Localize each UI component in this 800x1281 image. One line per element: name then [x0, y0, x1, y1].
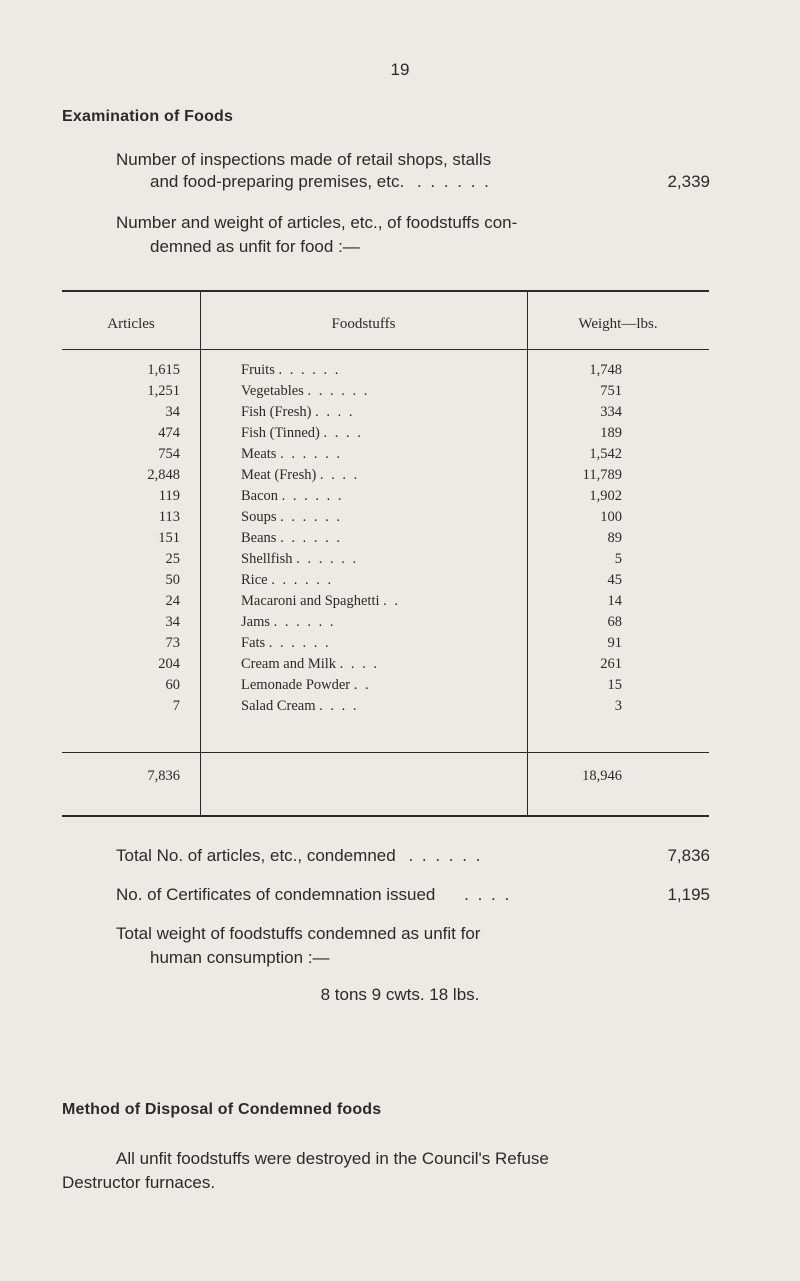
foodstuff-name: Meats	[241, 446, 277, 462]
total-articles: 7,836	[147, 768, 180, 784]
row-articles: 151	[158, 530, 180, 546]
leader-dots: . .	[353, 677, 371, 693]
foodstuff-name: Bacon	[241, 488, 279, 504]
table-bottom-rule	[62, 815, 709, 817]
row-articles: 1,251	[147, 383, 180, 399]
row-foodstuff	[241, 488, 344, 505]
row-weight: 91	[607, 635, 622, 651]
table-row	[62, 572, 709, 593]
leader-dots: . . . .	[323, 425, 363, 441]
foodstuff-name: Fats	[241, 635, 266, 651]
row-weight: 14	[607, 593, 622, 609]
row-articles: 2,848	[147, 467, 180, 483]
certificates-value: 1,195	[667, 885, 710, 904]
foodstuff-name: Soups	[241, 509, 277, 525]
leader-dots: . . . . . .	[280, 530, 342, 546]
table-row	[62, 593, 709, 614]
row-weight: 11,789	[582, 467, 622, 483]
table-row	[62, 551, 709, 572]
table-row	[62, 425, 709, 446]
leader-dots: . . . . . .	[268, 635, 331, 651]
row-weight: 68	[607, 614, 622, 630]
table-row	[62, 362, 709, 383]
leader-dots: . . . . . .	[280, 509, 342, 525]
inspections-line-1: Number of inspections made of retail shops, stalls	[116, 150, 492, 169]
row-foodstuff	[241, 614, 336, 631]
foodstuff-name: Fish (Tinned)	[241, 425, 320, 441]
table-row	[62, 530, 709, 551]
row-articles: 113	[158, 509, 180, 525]
leader-dots: . . . . . .	[278, 362, 341, 378]
table-row	[62, 656, 709, 677]
table-body	[62, 362, 709, 719]
table-row	[62, 488, 709, 509]
row-articles: 1,615	[147, 362, 180, 378]
row-foodstuff	[241, 404, 355, 421]
row-weight: 1,542	[589, 446, 622, 462]
row-foodstuff	[241, 362, 340, 379]
foodstuff-name: Fish (Fresh)	[241, 404, 312, 420]
row-foodstuff	[241, 635, 331, 652]
table-row	[62, 698, 709, 719]
row-articles: 73	[165, 635, 180, 651]
inspections-value: 2,339	[667, 172, 710, 191]
row-foodstuff	[241, 677, 371, 694]
table-top-rule	[62, 290, 709, 292]
row-articles: 50	[165, 572, 180, 588]
leader-dots: . .	[383, 593, 401, 609]
row-weight: 15	[607, 677, 622, 693]
foodstuff-name: Salad Cream	[241, 698, 316, 714]
condemned-intro-line-2: demned as unfit for food :—	[150, 237, 360, 256]
foodstuff-name: Jams	[241, 614, 270, 630]
row-foodstuff	[241, 425, 363, 442]
total-weight: 18,946	[582, 768, 622, 784]
foodstuff-name: Vegetables	[241, 383, 304, 399]
row-weight: 261	[600, 656, 622, 672]
table-row	[62, 677, 709, 698]
inspections-leader: . . . . . .	[416, 172, 491, 191]
row-weight: 5	[614, 551, 622, 567]
foodstuff-name: Cream and Milk	[241, 656, 337, 672]
row-foodstuff	[241, 446, 342, 463]
disposal-heading: Method of Disposal of Condemned foods	[62, 1101, 382, 1118]
foodstuff-name: Lemonade Powder	[241, 677, 351, 693]
row-foodstuff	[241, 467, 359, 484]
condemned-foods-table	[62, 290, 709, 817]
table-row	[62, 509, 709, 530]
leader-dots: . . . .	[319, 467, 360, 483]
leader-dots: . . . . . .	[280, 446, 342, 462]
row-foodstuff	[241, 698, 359, 715]
foodstuff-name: Shellfish	[241, 551, 293, 567]
row-foodstuff	[241, 656, 379, 673]
certificates-line	[116, 885, 511, 905]
total-articles-label: Total No. of articles, etc., condemned	[116, 846, 396, 865]
foodstuff-name: Fruits	[241, 362, 275, 378]
table-header-rule	[62, 349, 709, 350]
row-weight: 751	[600, 383, 622, 399]
row-articles: 754	[158, 446, 180, 462]
row-articles: 34	[165, 404, 180, 420]
row-weight: 189	[600, 425, 622, 441]
header-articles: Articles	[107, 316, 155, 332]
row-articles: 119	[158, 488, 180, 504]
row-foodstuff	[241, 593, 400, 610]
row-articles: 24	[165, 593, 180, 609]
leader-dots: . . . .	[339, 656, 380, 672]
row-articles: 474	[158, 425, 180, 441]
table-row	[62, 383, 709, 404]
foodstuff-name: Beans	[241, 530, 277, 546]
row-articles: 7	[172, 698, 180, 714]
inspections-label: and food-preparing premises, etc.	[150, 172, 405, 191]
total-articles-leader: . . . . . .	[408, 846, 483, 865]
leader-dots: . . . . . .	[273, 614, 336, 630]
leader-dots: . . . . . .	[307, 383, 370, 399]
total-articles-line	[116, 846, 482, 866]
total-weight-value: 8 tons 9 cwts. 18 lbs.	[320, 985, 480, 1004]
row-articles: 204	[158, 656, 180, 672]
examination-heading: Examination of Foods	[62, 108, 234, 125]
row-weight: 1,748	[589, 362, 622, 378]
row-weight: 334	[600, 404, 622, 420]
total-weight-line-1: Total weight of foodstuffs condemned as unfit for	[116, 924, 481, 943]
disposal-line-1: All unfit foodstuffs were destroyed in the Council's Refuse	[116, 1149, 549, 1168]
row-weight: 3	[614, 698, 622, 714]
foodstuff-name: Meat (Fresh)	[241, 467, 317, 483]
table-row	[62, 404, 709, 425]
total-weight-line-2: human consumption :—	[150, 948, 330, 967]
certificates-label: No. of Certificates of condemnation issued	[116, 885, 436, 904]
row-articles: 34	[165, 614, 180, 630]
table-row	[62, 635, 709, 656]
leader-dots: . . . .	[319, 698, 359, 714]
table-row	[62, 446, 709, 467]
header-foodstuffs: Foodstuffs	[331, 316, 396, 332]
page-number: 19	[390, 60, 410, 79]
inspections-line-2	[150, 172, 491, 192]
leader-dots: . . . . . .	[296, 551, 359, 567]
row-weight: 45	[607, 572, 622, 588]
table-total-rule	[62, 752, 709, 753]
row-weight: 100	[600, 509, 622, 525]
certificates-leader: . . . .	[464, 885, 512, 904]
total-articles-value: 7,836	[667, 846, 710, 865]
table-row	[62, 614, 709, 635]
condemned-intro-line-1: Number and weight of articles, etc., of foodstuffs con-	[116, 213, 518, 232]
row-weight: 1,902	[589, 488, 622, 504]
row-foodstuff	[241, 530, 342, 547]
row-articles: 60	[165, 677, 180, 693]
row-foodstuff	[241, 383, 369, 400]
leader-dots: . . . .	[315, 404, 355, 420]
row-foodstuff	[241, 551, 358, 568]
row-foodstuff	[241, 509, 342, 526]
leader-dots: . . . . . .	[281, 488, 344, 504]
row-articles: 25	[165, 551, 180, 567]
table-row	[62, 467, 709, 488]
disposal-line-2: Destructor furnaces.	[62, 1173, 216, 1192]
foodstuff-name: Rice	[241, 572, 268, 588]
foodstuff-name: Macaroni and Spaghetti	[241, 593, 380, 609]
header-weight: Weight—lbs.	[578, 316, 658, 332]
leader-dots: . . . . . .	[271, 572, 334, 588]
row-foodstuff	[241, 572, 333, 589]
row-weight: 89	[607, 530, 622, 546]
